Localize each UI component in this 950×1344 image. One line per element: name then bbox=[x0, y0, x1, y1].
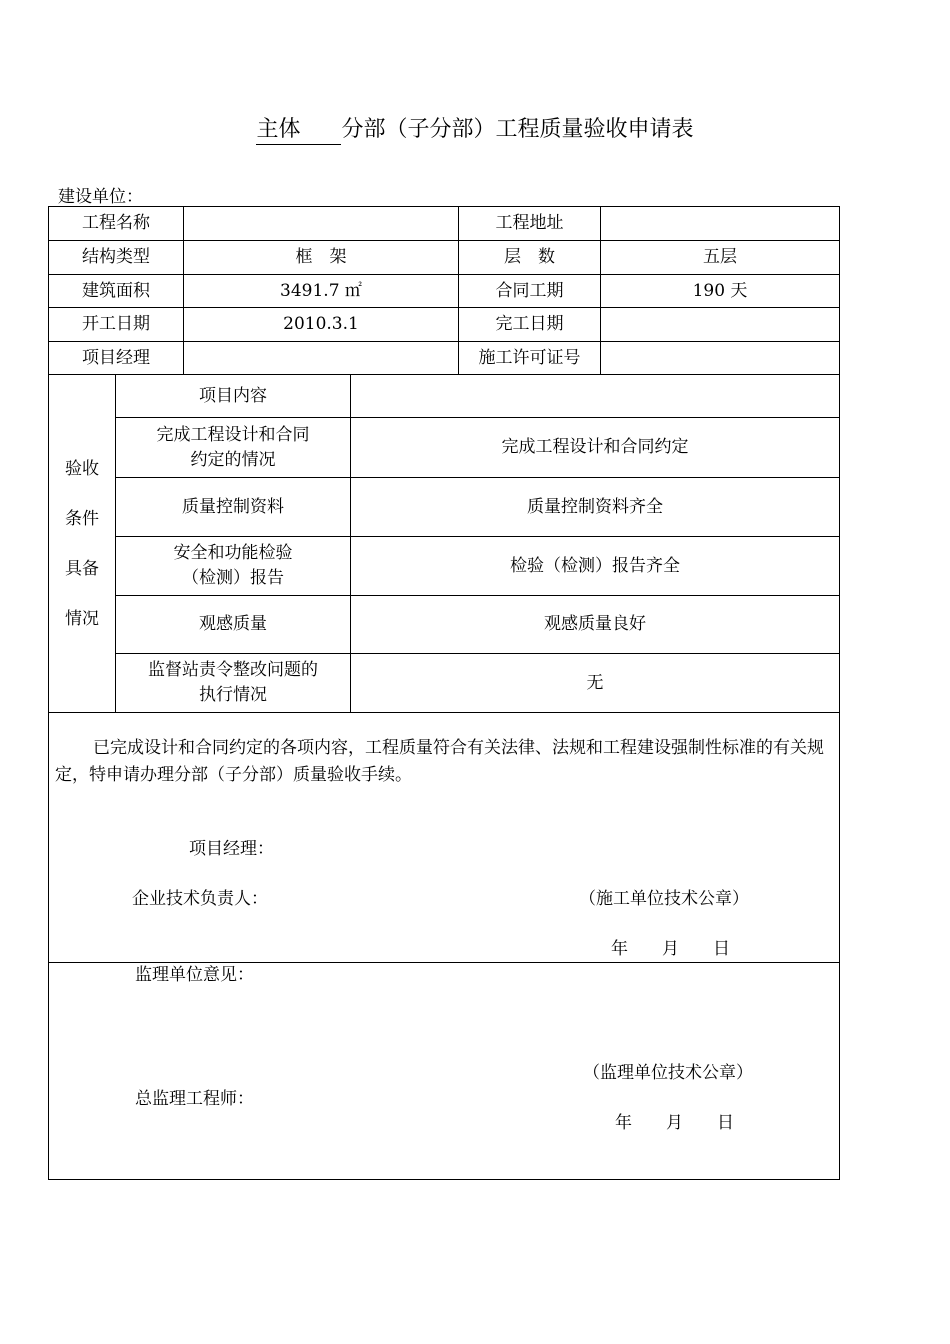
condition-item: 质量控制资料 bbox=[116, 478, 351, 537]
condition-value[interactable]: 质量控制资料齐全 bbox=[351, 478, 840, 537]
area-label: 建筑面积 bbox=[49, 275, 184, 308]
address-label: 工程地址 bbox=[459, 207, 601, 241]
form-title bbox=[0, 112, 950, 145]
floors-label: 层 数 bbox=[459, 241, 601, 275]
info-row bbox=[49, 275, 840, 308]
address-value[interactable] bbox=[601, 207, 840, 241]
structure-value[interactable]: 框 架 bbox=[184, 241, 459, 275]
title-subject: 主体 bbox=[256, 116, 341, 145]
info-row bbox=[49, 342, 840, 375]
condition-row bbox=[49, 478, 840, 537]
declaration-row bbox=[49, 713, 840, 963]
condition-item: 观感质量 bbox=[116, 596, 351, 654]
build-unit-row bbox=[58, 182, 405, 207]
condition-value[interactable]: 观感质量良好 bbox=[351, 596, 840, 654]
floors-value[interactable]: 五层 bbox=[601, 241, 840, 275]
supervision-opinion-label: 监理单位意见： bbox=[135, 965, 254, 985]
permit-label: 施工许可证号 bbox=[459, 342, 601, 375]
build-unit-label: 建设单位： bbox=[58, 187, 143, 207]
condition-item-line: 完成工程设计和合同 bbox=[156, 424, 310, 445]
title-text: 分部（子分部）工程质量验收申请表 bbox=[341, 117, 694, 142]
project-name-value[interactable] bbox=[184, 207, 459, 241]
item-header: 项目内容 bbox=[116, 375, 351, 418]
condition-row bbox=[49, 418, 840, 478]
supervision-block bbox=[49, 963, 840, 1180]
chief-engineer-sign-label: 总监理工程师： bbox=[135, 1089, 254, 1109]
condition-value[interactable]: 检验（检测）报告齐全 bbox=[351, 537, 840, 596]
period-label: 合同工期 bbox=[459, 275, 601, 308]
condition-item-line: （检测）报告 bbox=[182, 568, 284, 588]
side-label-line: 具备 bbox=[65, 558, 99, 579]
project-manager-sign-label: 项目经理： bbox=[189, 839, 274, 859]
item-header-value[interactable] bbox=[351, 375, 840, 418]
condition-item-line: 约定的情况 bbox=[190, 449, 276, 470]
manager-label: 项目经理 bbox=[49, 342, 184, 375]
supervision-seal-label: （监理单位技术公章） bbox=[583, 1063, 753, 1083]
permit-value[interactable] bbox=[601, 342, 840, 375]
condition-item-line: 监督站责令整改问题的 bbox=[148, 660, 318, 680]
info-row bbox=[49, 207, 840, 241]
side-label-line: 情况 bbox=[65, 608, 99, 629]
condition-row bbox=[49, 596, 840, 654]
area-value[interactable]: 3491.7 ㎡ bbox=[184, 275, 459, 308]
finish-date-label: 完工日期 bbox=[459, 308, 601, 342]
condition-value[interactable]: 无 bbox=[351, 654, 840, 713]
condition-item bbox=[116, 654, 351, 713]
start-date-label: 开工日期 bbox=[49, 308, 184, 342]
side-label-line: 条件 bbox=[65, 508, 99, 529]
condition-item bbox=[116, 537, 351, 596]
supervision-date-label[interactable]: 年 月 日 bbox=[615, 1113, 734, 1133]
start-date-value[interactable]: 2010.3.1 bbox=[184, 308, 459, 342]
project-name-label: 工程名称 bbox=[49, 207, 184, 241]
declaration-text: 已完成设计和合同约定的各项内容，工程质量符合有关法律、法规和工程建设强制性标准的有关规定，特申请办理分部（子分部）质量验收手续。 bbox=[55, 738, 824, 785]
condition-item-line: 安全和功能检验 bbox=[173, 543, 293, 563]
conditions-side-label bbox=[49, 375, 116, 713]
condition-item bbox=[116, 418, 351, 478]
condition-value[interactable]: 完成工程设计和合同约定 bbox=[351, 418, 840, 478]
contractor-seal-label: （施工单位技术公章） bbox=[579, 889, 749, 909]
structure-label: 结构类型 bbox=[49, 241, 184, 275]
conditions-header-row bbox=[49, 375, 840, 418]
application-form-table bbox=[48, 206, 840, 1180]
info-row bbox=[49, 241, 840, 275]
supervision-row bbox=[49, 963, 840, 1180]
tech-lead-sign-label: 企业技术负责人： bbox=[132, 889, 268, 909]
info-row bbox=[49, 308, 840, 342]
declaration-block bbox=[49, 713, 840, 963]
finish-date-value[interactable] bbox=[601, 308, 840, 342]
build-unit-field[interactable] bbox=[143, 188, 405, 207]
condition-row bbox=[49, 654, 840, 713]
side-label-line: 验收 bbox=[65, 458, 99, 479]
period-value[interactable]: 190 天 bbox=[601, 275, 840, 308]
condition-row bbox=[49, 537, 840, 596]
declaration-date-label[interactable]: 年 月 日 bbox=[611, 939, 730, 959]
condition-item-line: 执行情况 bbox=[199, 685, 267, 705]
manager-value[interactable] bbox=[184, 342, 459, 375]
